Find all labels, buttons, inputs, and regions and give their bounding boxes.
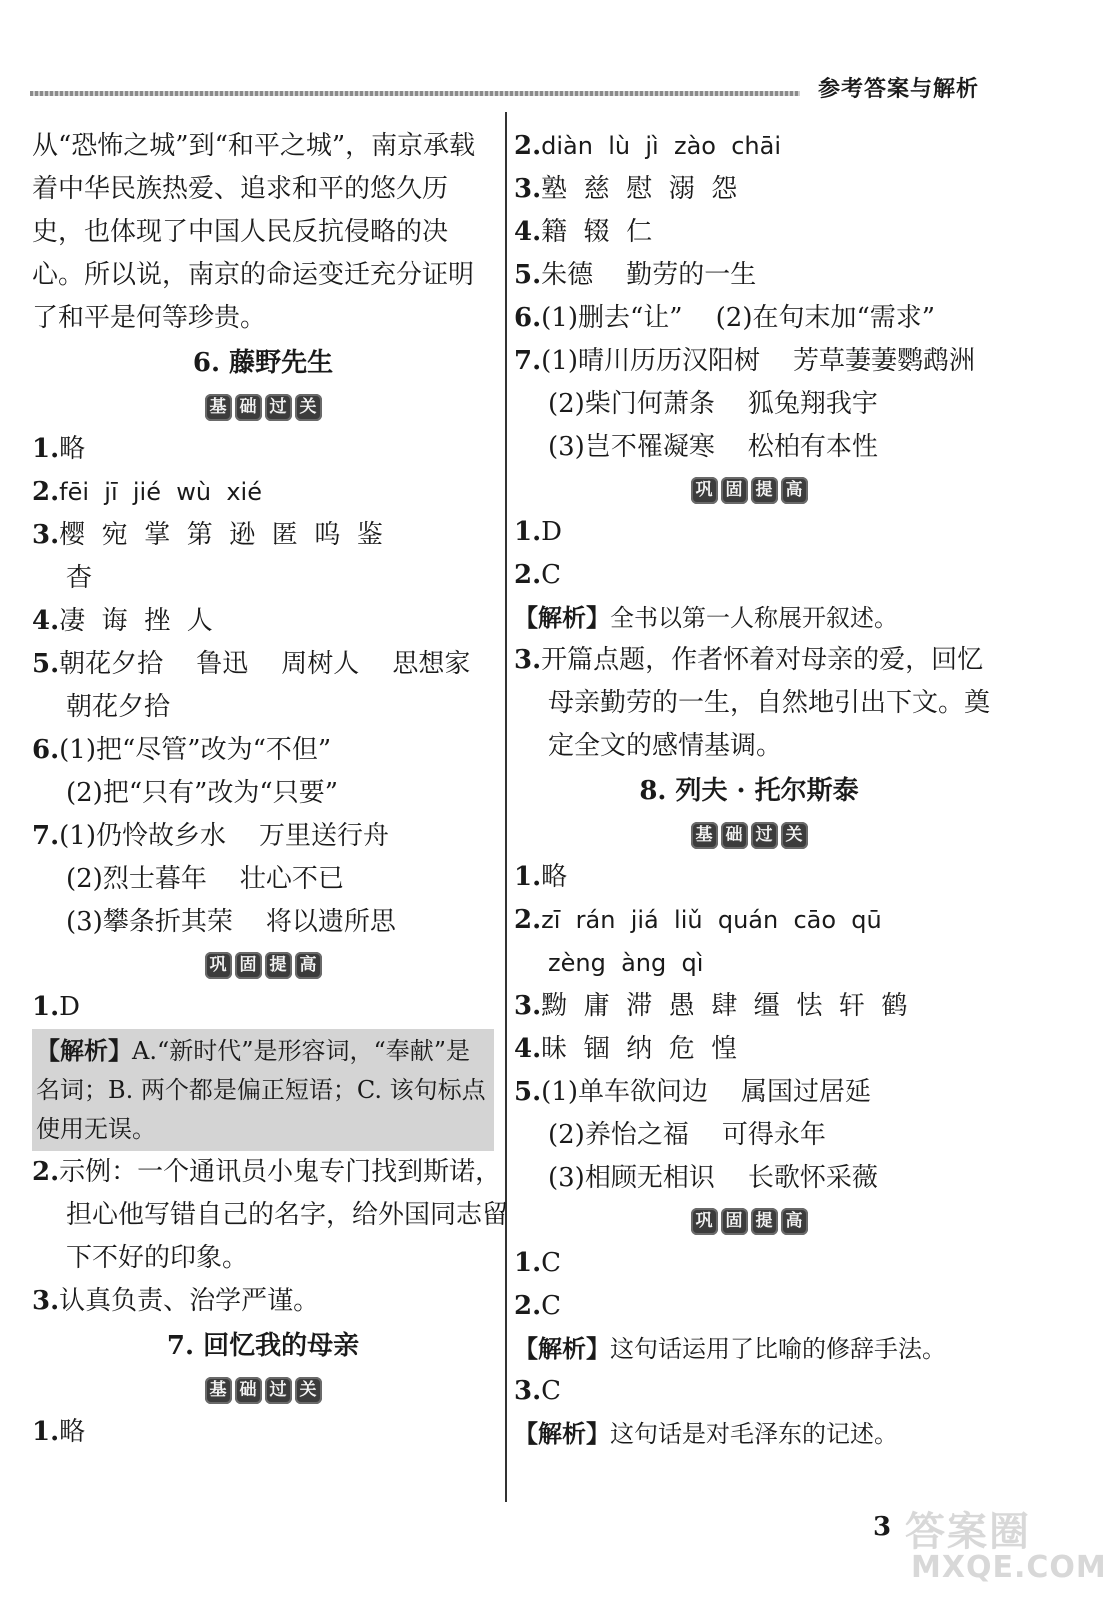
item-number: 1. (32, 992, 60, 1022)
right-column (514, 125, 991, 1455)
item-text: C (541, 1291, 562, 1321)
note-tag: 【解析】 (514, 603, 610, 632)
badge-char: 巩 (205, 952, 232, 979)
badge-char: 关 (295, 1377, 322, 1404)
badge-advanced (32, 944, 494, 986)
item-text: 开篇点题，作者怀着对母亲的爱，回忆 (541, 645, 984, 675)
answer-item (32, 986, 494, 1029)
page-number: 3 (873, 1512, 892, 1542)
intro-line: 从“恐怖之城”到“和平之城”，南京承载 (32, 131, 476, 161)
item-text: 籍 辍 仁 (541, 217, 653, 247)
item-number: 1. (32, 434, 60, 464)
answer-item (514, 554, 984, 597)
item-number: 3. (514, 645, 542, 675)
answer-item (514, 899, 984, 942)
note-text: 使用无误。 (36, 1115, 156, 1143)
badge-char: 础 (235, 1377, 262, 1404)
answer-item (514, 254, 984, 297)
item-number: 3. (32, 520, 60, 550)
header-rule (30, 91, 800, 96)
item-text: C (541, 560, 562, 590)
item-number: 7. (514, 346, 542, 376)
item-text: D (59, 992, 81, 1022)
answer-item (32, 471, 494, 514)
item-text: 凄 诲 挫 人 (59, 606, 213, 636)
answer-item-cont: (2)烈士暮年 壮心不已 (66, 864, 344, 894)
answer-item (514, 639, 984, 682)
item-text: 昧 锢 纳 危 惶 (541, 1034, 738, 1064)
badge-char: 提 (751, 1208, 778, 1235)
badge-char: 固 (721, 477, 748, 504)
item-number: 2. (514, 560, 542, 590)
item-number: 5. (514, 260, 542, 290)
watermark-text: 答案圈 (905, 1509, 1031, 1555)
item-text: zī rán jiá liǔ quán cāo qū (541, 906, 882, 934)
badge-char: 过 (265, 394, 292, 421)
watermark-url: MXQE.COM (911, 1550, 1107, 1585)
analysis-note (32, 1029, 494, 1151)
badge-char: 提 (265, 952, 292, 979)
badge-char: 巩 (691, 1208, 718, 1235)
item-text: 朱德 勤劳的一生 (541, 260, 757, 290)
item-number: 1. (32, 1417, 60, 1447)
answer-item-cont: (3)攀条折其荣 将以遗所思 (66, 907, 396, 937)
answer-item (32, 600, 494, 643)
badge-char: 基 (205, 1377, 232, 1404)
answer-item (514, 1242, 984, 1285)
answer-item (32, 1151, 502, 1194)
item-text: C (541, 1248, 562, 1278)
badge-char: 巩 (691, 477, 718, 504)
column-divider (505, 112, 507, 1502)
item-text: (1)删去“让” (2)在句末加“需求” (541, 303, 936, 333)
answer-item (32, 428, 494, 471)
answer-item-cont: 朝花夕拾 (66, 692, 171, 722)
answer-item-cont: (3)相顾无相识 长歌怀采薇 (548, 1163, 878, 1193)
answer-item (514, 168, 984, 211)
item-number: 1. (514, 862, 542, 892)
note-text: 全书以第一人称展开叙述。 (610, 604, 898, 632)
answer-item-cont: 定全文的感情基调。 (548, 731, 783, 761)
item-text: (1)单车欲问边 属国过居延 (541, 1077, 872, 1107)
note-tag: 【解析】 (36, 1036, 132, 1065)
page-header-title: 参考答案与解析 (818, 77, 980, 102)
answer-item (514, 1071, 984, 1114)
item-number: 6. (32, 735, 60, 765)
answer-item-cont: 下不好的印象。 (66, 1243, 249, 1273)
badge-char: 基 (205, 394, 232, 421)
item-number: 2. (514, 131, 542, 161)
answer-item (514, 856, 984, 899)
item-text: 略 (59, 434, 86, 464)
answer-item (32, 1411, 494, 1454)
item-number: 2. (514, 905, 542, 935)
answer-item (514, 125, 984, 168)
note-tag: 【解析】 (514, 1419, 610, 1448)
badge-basic (514, 814, 984, 856)
analysis-note (514, 1328, 984, 1370)
answer-item (32, 1280, 494, 1323)
intro-line: 心。所以说，南京的命运变迁充分证明 (32, 260, 475, 290)
badge-char: 关 (781, 822, 808, 849)
item-text: 略 (59, 1417, 86, 1447)
item-number: 3. (32, 1286, 60, 1316)
item-number: 5. (514, 1077, 542, 1107)
answer-item-cont: 杳 (66, 563, 93, 593)
answer-item-cont: 母亲勤劳的一生，自然地引出下文。奠 (548, 688, 991, 718)
section-title-8: 8. 列夫 · 托尔斯泰 (639, 776, 859, 806)
intro-line: 着中华民族热爱、追求和平的悠久历 (32, 174, 449, 204)
answer-item-cont: (2)柴门何萧条 狐兔翔我宇 (548, 389, 878, 419)
badge-basic (32, 1369, 494, 1411)
answer-item (514, 985, 984, 1028)
badge-advanced (514, 1200, 984, 1242)
note-text: 这句话运用了比喻的修辞手法。 (610, 1335, 946, 1363)
section-title-7: 7. 回忆我的母亲 (166, 1331, 360, 1361)
left-column (32, 125, 509, 1454)
item-number: 5. (32, 649, 60, 679)
answer-item (514, 511, 984, 554)
answer-item-cont: (2)把“只有”改为“只要” (66, 778, 338, 808)
item-text: (1)仍怜故乡水 万里送行舟 (59, 821, 390, 851)
item-text: 略 (541, 862, 568, 892)
answer-item-cont: (2)养怡之福 可得永年 (548, 1120, 826, 1150)
item-number: 3. (514, 1376, 542, 1406)
item-number: 3. (514, 174, 542, 204)
item-text: diàn lù jì zào chāi (541, 132, 781, 160)
answer-item (514, 1370, 984, 1413)
note-text: 名词；B. 两个都是偏正短语；C. 该句标点 (36, 1076, 486, 1104)
badge-basic (32, 386, 494, 428)
note-text: 这句话是对毛泽东的记述。 (610, 1420, 898, 1448)
item-text: 塾 慈 慰 溺 怨 (541, 174, 738, 204)
item-number: 2. (514, 1291, 542, 1321)
item-number: 3. (514, 991, 542, 1021)
item-text: C (541, 1376, 562, 1406)
item-text: (1)把“尽管”改为“不但” (59, 735, 332, 765)
answer-item (514, 211, 984, 254)
answer-item (514, 1028, 984, 1071)
item-number: 4. (32, 606, 60, 636)
item-text: (1)晴川历历汉阳树 芳草萋萋鹦鹉洲 (541, 346, 976, 376)
item-number: 1. (514, 1248, 542, 1278)
item-number: 6. (514, 303, 542, 333)
answer-item (32, 729, 494, 772)
answer-item-cont: 担心他写错自己的名字，给外国同志留 (66, 1200, 509, 1230)
badge-char: 高 (781, 1208, 808, 1235)
item-number: 4. (514, 217, 542, 247)
badge-char: 固 (235, 952, 262, 979)
item-text: 黝 庸 滞 愚 肆 缰 怯 轩 鹤 (541, 991, 908, 1021)
item-number: 2. (32, 1157, 60, 1187)
badge-char: 基 (691, 822, 718, 849)
item-text: 朝花夕拾 鲁迅 周树人 思想家 (59, 649, 471, 679)
answer-item-cont: zèng àng qì (548, 949, 704, 977)
badge-char: 提 (751, 477, 778, 504)
note-tag: 【解析】 (514, 1334, 610, 1363)
note-text: A.“新时代”是形容词，“奉献”是 (132, 1037, 471, 1065)
answer-item (514, 297, 984, 340)
item-number: 2. (32, 477, 60, 507)
item-text: 认真负责、治学严谨。 (59, 1286, 320, 1316)
answer-item (32, 514, 494, 557)
badge-advanced (514, 469, 984, 511)
badge-char: 高 (781, 477, 808, 504)
badge-char: 过 (751, 822, 778, 849)
badge-char: 础 (235, 394, 262, 421)
answer-item (514, 1285, 984, 1328)
intro-line: 了和平是何等珍贵。 (32, 303, 267, 333)
item-text: 示例：一个通讯员小鬼专门找到斯诺， (59, 1157, 502, 1187)
answer-item (514, 340, 984, 383)
badge-char: 关 (295, 394, 322, 421)
analysis-note (514, 597, 984, 639)
analysis-note (514, 1413, 984, 1455)
badge-char: 固 (721, 1208, 748, 1235)
badge-char: 高 (295, 952, 322, 979)
item-number: 4. (514, 1034, 542, 1064)
item-number: 7. (32, 821, 60, 851)
item-text: 樱 宛 掌 第 逊 匿 呜 鉴 (59, 520, 383, 550)
watermark-logo (885, 1500, 1107, 1590)
item-text: D (541, 517, 563, 547)
answer-item (32, 815, 494, 858)
answer-item-cont: (3)岂不罹凝寒 松柏有本性 (548, 432, 878, 462)
intro-line: 史，也体现了中国人民反抗侵略的决 (32, 217, 449, 247)
item-text: fēi jī jié wù xié (59, 478, 262, 506)
item-number: 1. (514, 517, 542, 547)
answer-item (32, 643, 494, 686)
badge-char: 础 (721, 822, 748, 849)
section-title-6: 6. 藤野先生 (192, 348, 334, 378)
badge-char: 过 (265, 1377, 292, 1404)
